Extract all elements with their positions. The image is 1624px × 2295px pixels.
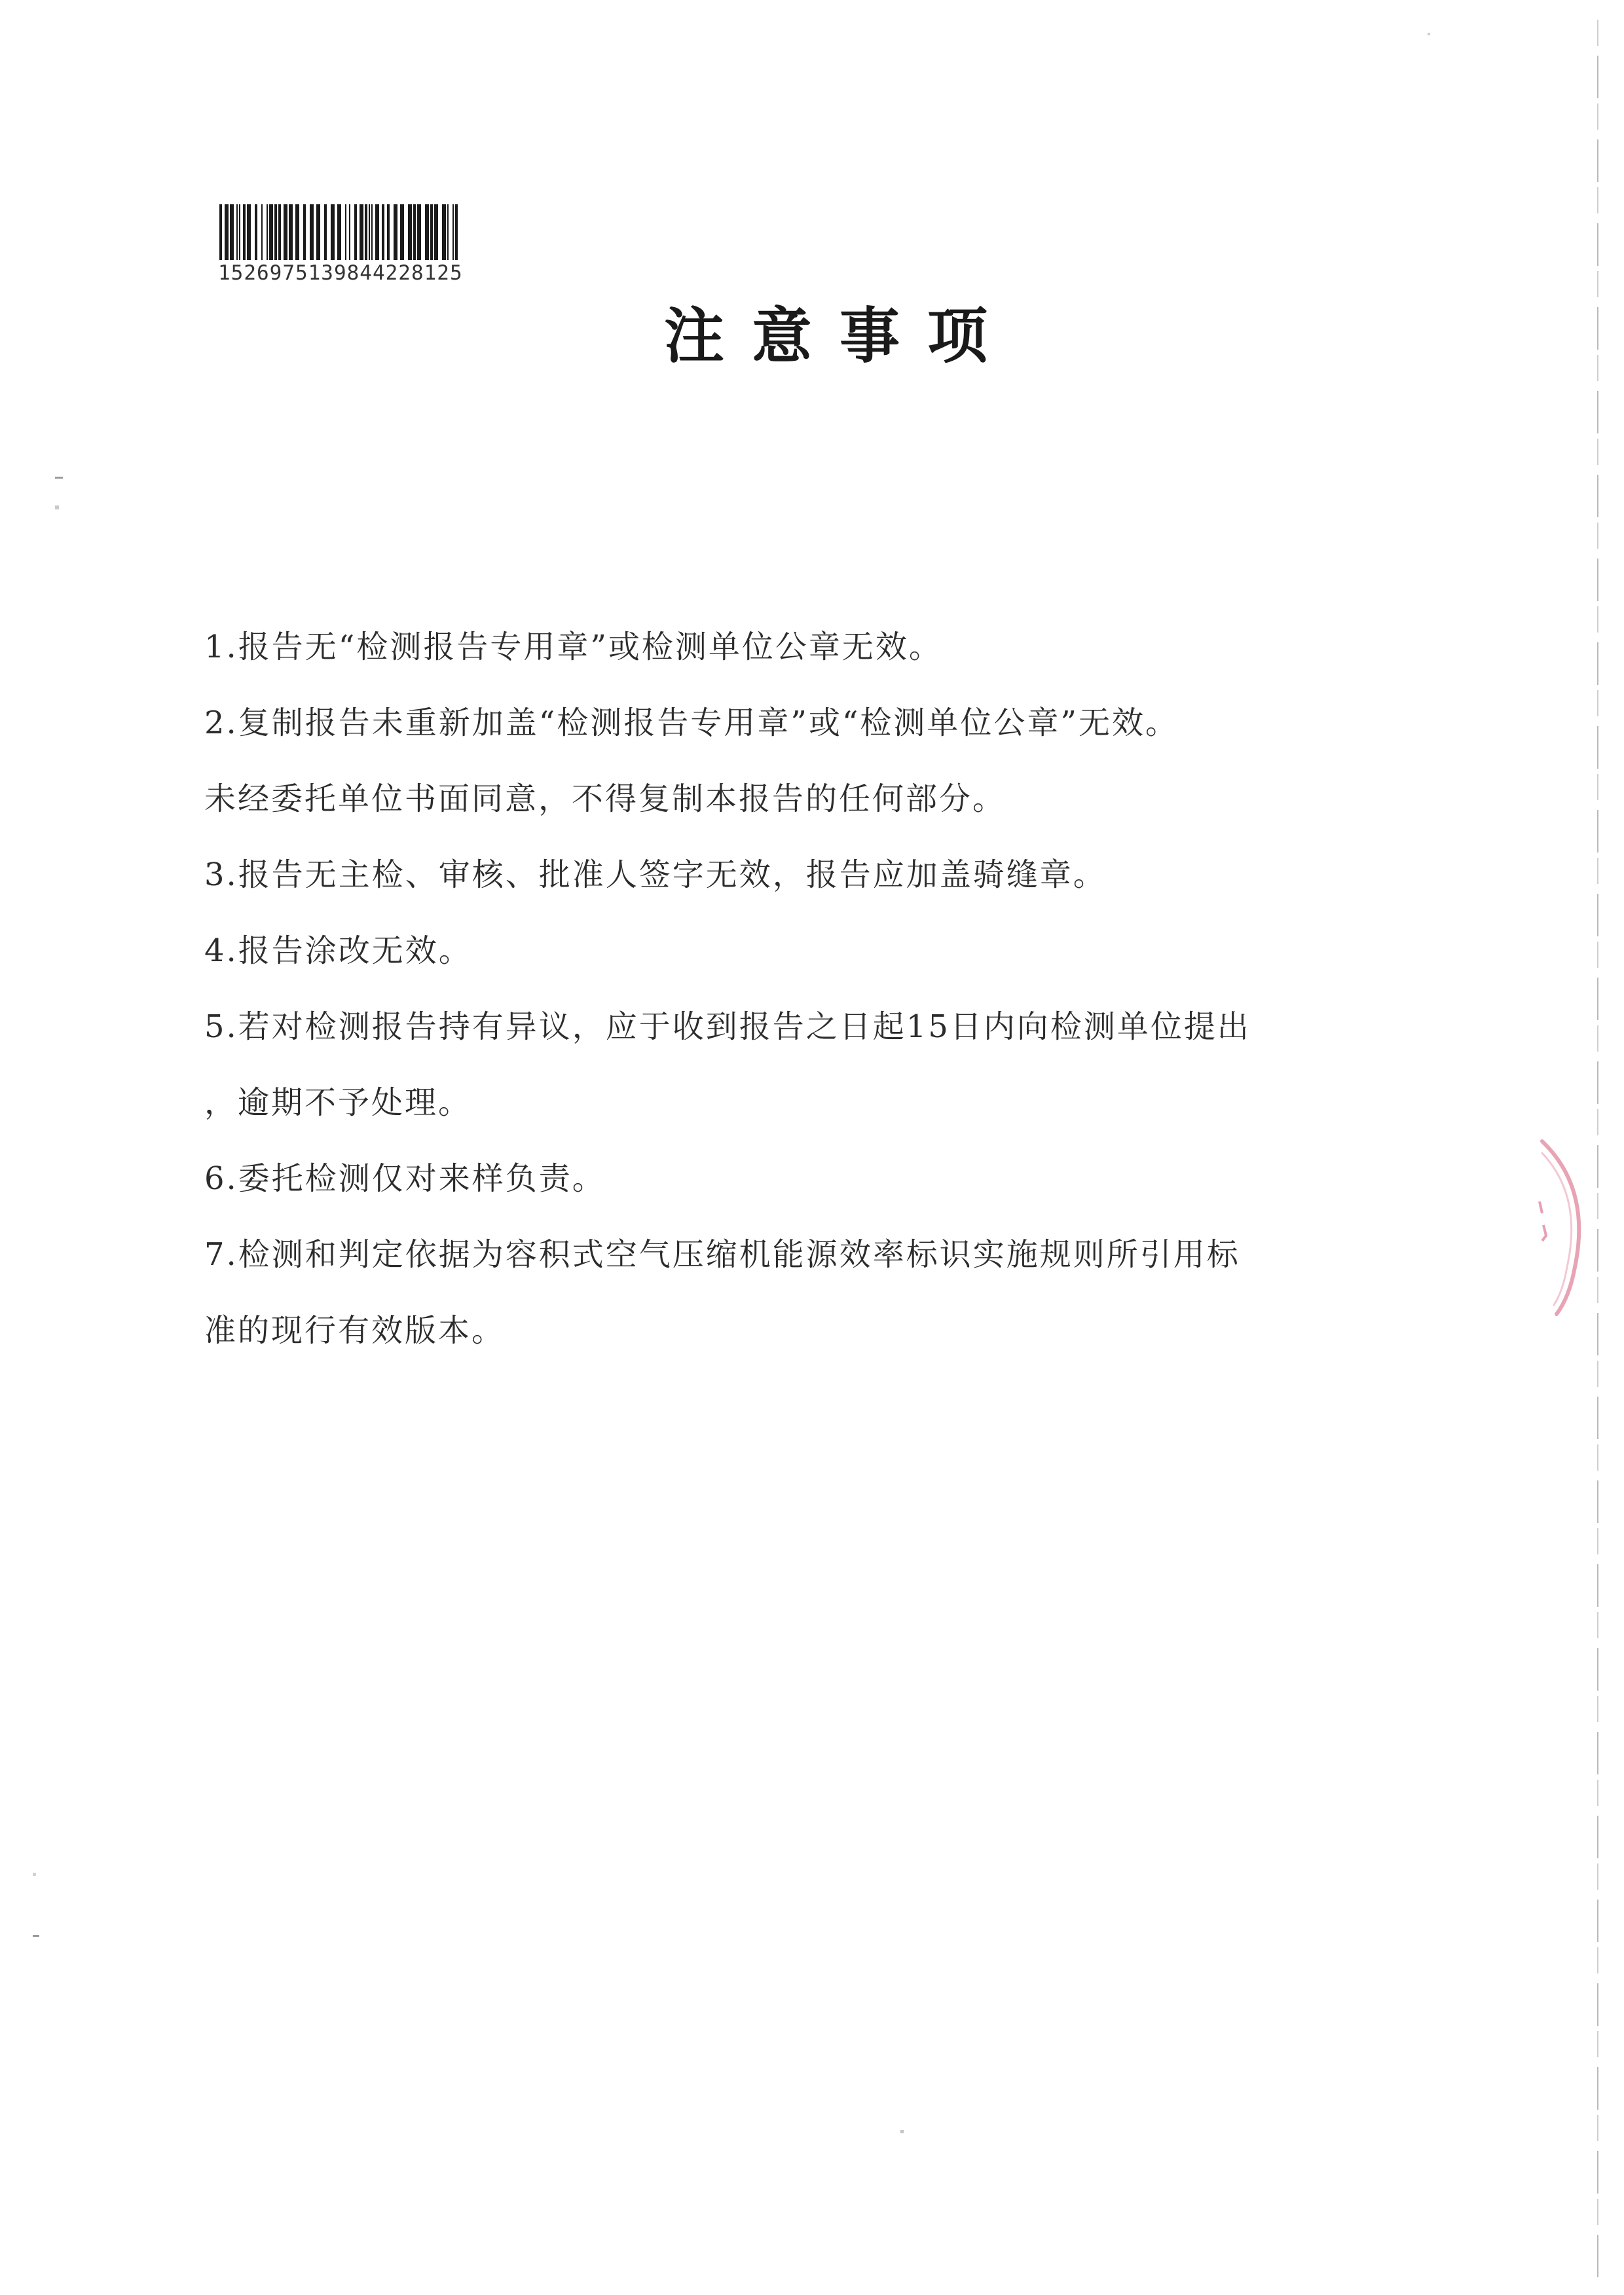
seal-stamp-fragment: [1529, 1136, 1595, 1319]
barcode-bar: [345, 204, 346, 260]
barcode-bar: [349, 204, 350, 260]
notice-line: 2.复制报告未重新加盖“检测报告专用章”或“检测单位公章”无效。: [204, 705, 1179, 741]
barcode-bar: [316, 204, 320, 260]
barcode-bar: [225, 204, 229, 260]
barcode-bar: [394, 204, 397, 260]
barcode-bar: [375, 204, 379, 260]
barcode-bar: [434, 204, 438, 260]
notice-line: 1.报告无“检测报告专用章”或检测单位公章无效。: [204, 629, 942, 665]
barcode-bar: [430, 204, 433, 260]
page-title: 注意事项: [663, 301, 1015, 371]
barcode-bar: [269, 204, 273, 260]
barcode-number: 1526975139844228125: [218, 261, 463, 285]
barcode-bar: [365, 204, 367, 260]
barcode-bar: [243, 204, 246, 260]
barcode-bar: [337, 204, 341, 260]
barcode-bar: [236, 204, 238, 260]
barcode-bar: [289, 204, 293, 260]
notice-line: 6.委托检测仅对来样负责。: [204, 1160, 606, 1197]
barcode-bar: [324, 204, 327, 260]
page-edge-line: [1597, 20, 1598, 2279]
scan-speck: [55, 505, 59, 509]
barcode-bar: [303, 204, 306, 260]
barcode-bar: [442, 204, 446, 260]
barcode-bar: [267, 204, 268, 260]
barcode-bar: [455, 204, 458, 260]
barcode-bar: [417, 204, 421, 260]
barcode-bars: [218, 204, 463, 260]
notice-line: 准的现行有效版本。: [204, 1312, 506, 1349]
barcode-bar: [425, 204, 429, 260]
barcode-bar: [230, 204, 234, 260]
barcode: [218, 204, 463, 285]
barcode-bar: [354, 204, 357, 260]
barcode-bar: [371, 204, 373, 260]
scan-speck: [1428, 33, 1430, 35]
notice-line: 未经委托单位书面同意，不得复制本报告的任何部分。: [204, 780, 1006, 817]
scan-speck: [900, 2130, 904, 2133]
barcode-bar: [261, 204, 263, 260]
barcode-bar: [310, 204, 314, 260]
barcode-bar: [387, 204, 390, 260]
barcode-bar: [247, 204, 251, 260]
notice-line: 4.报告涂改无效。: [204, 932, 472, 969]
barcode-bar: [452, 204, 454, 260]
scan-speck: [33, 1873, 36, 1876]
barcode-bar: [447, 204, 449, 260]
notice-line: 7.检测和判定依据为容积式空气压缩机能源效率标识实施规则所引用标: [204, 1236, 1240, 1273]
scan-speck: [55, 477, 63, 479]
notice-line: ，逾期不予处理。: [204, 1084, 472, 1121]
barcode-bar: [255, 204, 257, 260]
notice-line: 5.若对检测报告持有异议，应于收到报告之日起15日内向检测单位提出: [204, 1008, 1251, 1045]
barcode-bar: [331, 204, 335, 260]
barcode-bar: [413, 204, 416, 260]
barcode-bar: [408, 204, 412, 260]
barcode-bar: [278, 204, 281, 260]
scan-speck: [33, 1935, 39, 1937]
barcode-bar: [369, 204, 370, 260]
notice-line: 3.报告无主检、审核、批准人签字无效，报告应加盖骑缝章。: [204, 856, 1107, 893]
barcode-bar: [274, 204, 277, 260]
barcode-bar: [295, 204, 299, 260]
barcode-bar: [284, 204, 287, 260]
barcode-bar: [400, 204, 404, 260]
barcode-bar: [382, 204, 384, 260]
barcode-bar: [239, 204, 240, 260]
notice-list: [204, 629, 1376, 1388]
barcode-bar: [219, 204, 222, 260]
barcode-bar: [360, 204, 363, 260]
